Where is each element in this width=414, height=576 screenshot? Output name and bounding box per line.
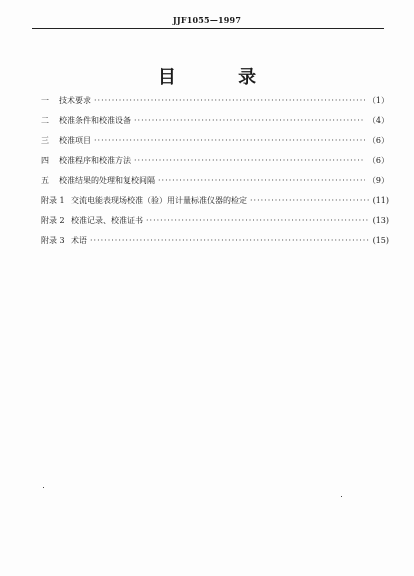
toc-entry-number: 附录 1 <box>41 196 65 205</box>
toc-entry-title: 校准条件和校准设备 <box>59 116 131 125</box>
toc-entry-page: （6） <box>367 136 389 145</box>
toc-entry-title: 交流电能表现场校准（验）用计量标准仪器的检定 <box>71 196 247 205</box>
toc-entry[interactable] <box>41 175 389 195</box>
toc-entry-page: （1） <box>367 96 389 105</box>
toc-entry[interactable] <box>41 235 389 255</box>
toc-entry-number: 四 <box>41 156 49 165</box>
toc-entry[interactable] <box>41 215 389 235</box>
toc-entry-number: 附录 3 <box>41 236 65 245</box>
toc-entry-title: 校准结果的处理和复校间隔 <box>59 176 155 185</box>
toc-entry-title: 技术要求 <box>59 96 91 105</box>
table-of-contents <box>41 95 389 255</box>
page-title: 目 录 <box>157 67 285 88</box>
dot-leader <box>94 136 365 145</box>
toc-entry[interactable] <box>41 115 389 135</box>
toc-entry-page: （9） <box>367 176 389 185</box>
toc-entry-title: 术语 <box>71 236 87 245</box>
dot-leader <box>94 96 365 105</box>
scan-speck <box>341 496 342 497</box>
toc-entry-number: 一 <box>41 96 49 105</box>
toc-entry-number: 附录 2 <box>41 216 65 225</box>
toc-entry[interactable] <box>41 95 389 115</box>
dot-leader <box>90 236 370 245</box>
toc-entry-title: 校准项目 <box>59 136 91 145</box>
standard-code: JJF1055—1997 <box>172 15 242 25</box>
toc-entry[interactable] <box>41 195 389 215</box>
dot-leader <box>250 196 370 205</box>
toc-entry-number: 五 <box>41 176 49 185</box>
dot-leader <box>158 176 365 185</box>
toc-entry-title: 校准程序和校准方法 <box>59 156 131 165</box>
toc-entry-number: 三 <box>41 136 49 145</box>
toc-entry[interactable] <box>41 135 389 155</box>
toc-entry-page: (15) <box>372 236 389 245</box>
toc-entry-page: (11) <box>372 196 389 205</box>
toc-entry-title: 校准记录、校准证书 <box>71 216 143 225</box>
dot-leader <box>134 116 365 125</box>
toc-entry-page: (13) <box>372 216 389 225</box>
toc-entry-page: （6） <box>367 156 389 165</box>
header-rule <box>32 28 384 29</box>
dot-leader <box>134 156 365 165</box>
toc-entry-page: （4） <box>367 116 389 125</box>
toc-entry[interactable] <box>41 155 389 175</box>
toc-entry-number: 二 <box>41 116 49 125</box>
scan-speck <box>43 487 44 488</box>
dot-leader <box>146 216 370 225</box>
